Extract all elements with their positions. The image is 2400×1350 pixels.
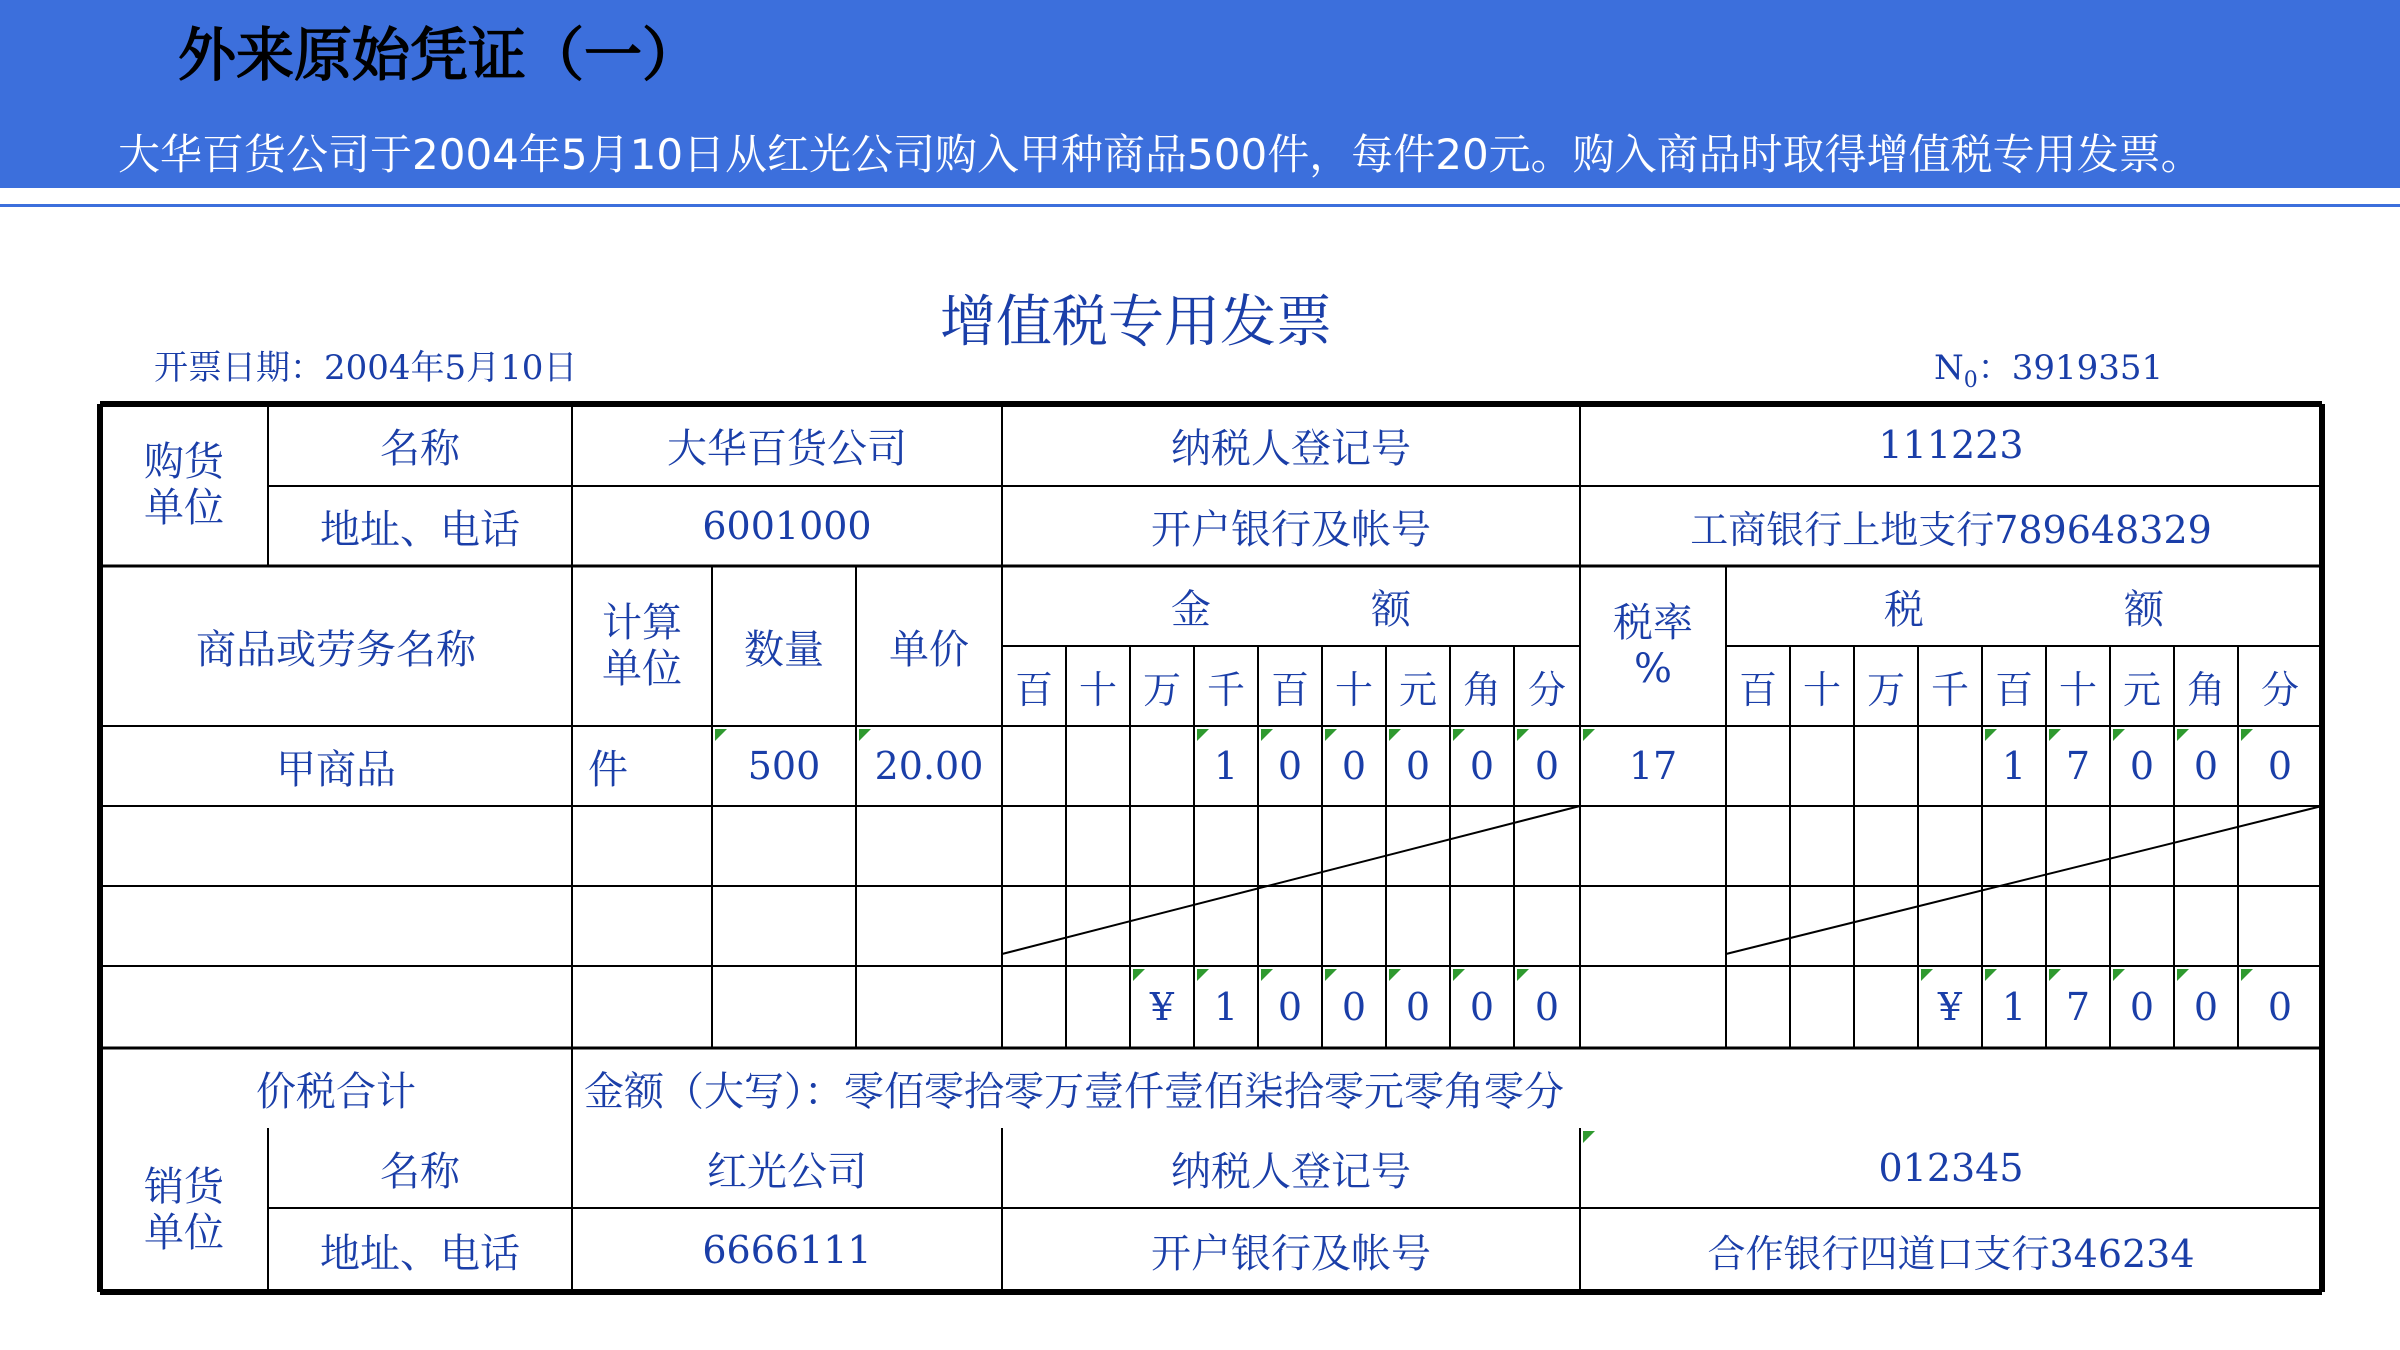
cell-marker-icon	[1133, 969, 1145, 981]
seller-name: 红光公司	[707, 1148, 867, 1195]
item-amount-digit: 0	[1405, 744, 1431, 788]
unit-price-header: 单价	[889, 626, 969, 673]
cell-marker-icon	[1389, 729, 1401, 741]
unit-header	[572, 566, 712, 726]
grand-total-words: 金额（大写）：零佰零拾零万壹仟壹佰柒拾零元零角零分	[584, 1068, 1564, 1115]
page-title: 外来原始凭证（一）	[178, 21, 701, 89]
amount-digit-header: 十	[1078, 667, 1117, 712]
seller-bank-label: 开户银行及帐号	[1151, 1230, 1431, 1277]
cell-marker-icon	[1517, 729, 1529, 741]
cell-marker-icon	[859, 729, 871, 741]
tax-rate-header-line: %	[1633, 646, 1672, 692]
unit-header-line: 计算	[602, 600, 682, 646]
cell-marker-icon	[2049, 969, 2061, 981]
cell-marker-icon	[1453, 969, 1465, 981]
cell-marker-icon	[2049, 729, 2061, 741]
amount-digit-header: 分	[1527, 667, 1566, 712]
amount-digit-header: 角	[1462, 667, 1501, 712]
seller-section-label-line: 销货	[144, 1164, 224, 1210]
buyer-name-label: 名称	[380, 425, 460, 472]
cell-marker-icon	[1985, 729, 1997, 741]
item-tax-digit	[1790, 726, 1854, 806]
buyer-address-label: 地址、电话	[320, 506, 520, 553]
cell-marker-icon	[1517, 969, 1529, 981]
seller-bank: 合作银行四道口支行346234	[1707, 1231, 2195, 1276]
cell-marker-icon	[2241, 969, 2253, 981]
invoice-date: 开票日期：2004年5月10日	[154, 348, 578, 388]
tax-digit-header: 百	[1994, 667, 2033, 712]
buyer-bank-label: 开户银行及帐号	[1151, 506, 1431, 553]
invoice-number-sub: 0	[1963, 367, 1978, 393]
cell-marker-icon	[2241, 729, 2253, 741]
total-tax-digit: ¥	[1937, 985, 1963, 1029]
item-amount-digit: 1	[1213, 744, 1239, 788]
cell-marker-icon	[1921, 969, 1933, 981]
tax-digit-header: 十	[2058, 667, 2097, 712]
total-amount-digit: 0	[1277, 985, 1303, 1029]
total-amount-digit: 0	[1405, 985, 1431, 1029]
item-tax-digit: 1	[2001, 744, 2027, 788]
item-tax-digit: 7	[2065, 744, 2091, 788]
cell-marker-icon	[1197, 729, 1209, 741]
buyer-taxid: 111223	[1878, 423, 2024, 467]
cell-marker-icon	[1985, 969, 1997, 981]
invoice-number-prefix: N	[1934, 348, 1964, 388]
invoice-title: 增值税专用发票	[940, 290, 1332, 355]
total-amount-digit: 0	[1341, 985, 1367, 1029]
cancel-stroke-amount	[1002, 806, 1580, 954]
total-amount-digit: 1	[1213, 985, 1239, 1029]
tax-digit-header: 分	[2260, 667, 2299, 712]
buyer-bank: 工商银行上地支行789648329	[1690, 507, 2212, 552]
quantity-header: 数量	[744, 626, 824, 673]
total-tax-digit	[1854, 966, 1918, 1048]
item-amount-digit	[1130, 726, 1194, 806]
amount-digit-header: 百	[1014, 667, 1053, 712]
item-amount-digit	[1066, 726, 1130, 806]
seller-name-label: 名称	[380, 1148, 460, 1195]
seller-address-label: 地址、电话	[320, 1230, 520, 1277]
item-quantity: 500	[747, 744, 821, 788]
cell-marker-icon	[1583, 1131, 1595, 1143]
goods-name-header: 商品或劳务名称	[196, 626, 476, 673]
item-unit: 件	[588, 746, 628, 793]
item-amount-digit: 0	[1534, 744, 1560, 788]
total-tax-digit: 7	[2065, 985, 2091, 1029]
tax-digit-header: 十	[1802, 667, 1841, 712]
tax-digit-header: 角	[2186, 667, 2225, 712]
cell-marker-icon	[2113, 969, 2125, 981]
buyer-name: 大华百货公司	[667, 425, 907, 472]
seller-section-label-line: 单位	[144, 1210, 224, 1256]
cell-marker-icon	[1325, 729, 1337, 741]
amount-digit-header: 元	[1398, 667, 1437, 712]
cell-marker-icon	[715, 729, 727, 741]
amount-digit-header: 千	[1206, 667, 1245, 712]
tax-digit-header: 百	[1738, 667, 1777, 712]
amount-digit-header: 十	[1334, 667, 1373, 712]
cell-marker-icon	[1261, 729, 1273, 741]
tax-rate-header	[1580, 566, 1726, 726]
tax-digit-header: 元	[2122, 667, 2161, 712]
total-tax-digit: 0	[2267, 985, 2293, 1029]
item-tax-digit: 0	[2267, 744, 2293, 788]
total-tax-digit	[1790, 966, 1854, 1048]
total-amount-digit: 0	[1469, 985, 1495, 1029]
item-amount-digit	[1002, 726, 1066, 806]
item-amount-digit: 0	[1277, 744, 1303, 788]
cell-marker-icon	[2113, 729, 2125, 741]
item-tax-digit: 0	[2129, 744, 2155, 788]
item-amount-digit: 0	[1469, 744, 1495, 788]
grand-total-label: 价税合计	[256, 1068, 416, 1115]
amount-digit-header: 百	[1270, 667, 1309, 712]
cell-marker-icon	[1325, 969, 1337, 981]
item-tax-digit	[1854, 726, 1918, 806]
tax-digit-header: 万	[1866, 667, 1905, 712]
cell-marker-icon	[2177, 969, 2189, 981]
unit-header-line: 单位	[602, 646, 682, 692]
cell-marker-icon	[1197, 969, 1209, 981]
item-amount-digit: 0	[1341, 744, 1367, 788]
amount-digit-header: 万	[1142, 667, 1181, 712]
seller-taxid: 012345	[1878, 1146, 2024, 1190]
cell-marker-icon	[1453, 729, 1465, 741]
seller-address: 6666111	[702, 1228, 872, 1272]
total-tax-digit	[1726, 966, 1790, 1048]
cell-marker-icon	[1389, 969, 1401, 981]
buyer-taxid-label: 纳税人登记号	[1171, 425, 1411, 472]
total-amount-digit: ¥	[1149, 985, 1175, 1029]
item-name: 甲商品	[276, 746, 396, 793]
total-amount-digit	[1002, 966, 1066, 1048]
item-tax-digit	[1726, 726, 1790, 806]
buyer-section-label-line: 购货	[144, 439, 224, 485]
total-tax-digit: 0	[2193, 985, 2219, 1029]
buyer-address: 6001000	[702, 504, 872, 548]
tax-digit-header: 千	[1930, 667, 1969, 712]
buyer-section-label	[100, 404, 268, 566]
total-tax-digit: 0	[2129, 985, 2155, 1029]
item-tax-rate: 17	[1628, 744, 1678, 788]
tax-header: 税 额	[1884, 586, 2164, 633]
total-amount-digit	[1066, 966, 1130, 1048]
page-description: 大华百货公司于2004年5月10日从红光公司购入甲种商品500件，每件20元。购入商品时取得增值税专用发票。	[118, 130, 2203, 179]
cell-marker-icon	[1261, 969, 1273, 981]
buyer-section-label-line: 单位	[144, 485, 224, 531]
tax-rate-header-line: 税率	[1613, 600, 1693, 646]
total-amount-digit: 0	[1534, 985, 1560, 1029]
total-tax-digit: 1	[2001, 985, 2027, 1029]
seller-section-label	[100, 1128, 268, 1292]
seller-taxid-label: 纳税人登记号	[1171, 1148, 1411, 1195]
cell-marker-icon	[2177, 729, 2189, 741]
cell-marker-icon	[1583, 729, 1595, 741]
item-unit-price: 20.00	[874, 744, 984, 788]
cancel-stroke-tax	[1726, 806, 2322, 954]
item-tax-digit	[1918, 726, 1982, 806]
invoice-number-value: ：3919351	[1977, 348, 2164, 388]
amount-header: 金 额	[1171, 586, 1411, 633]
item-tax-digit: 0	[2193, 744, 2219, 788]
